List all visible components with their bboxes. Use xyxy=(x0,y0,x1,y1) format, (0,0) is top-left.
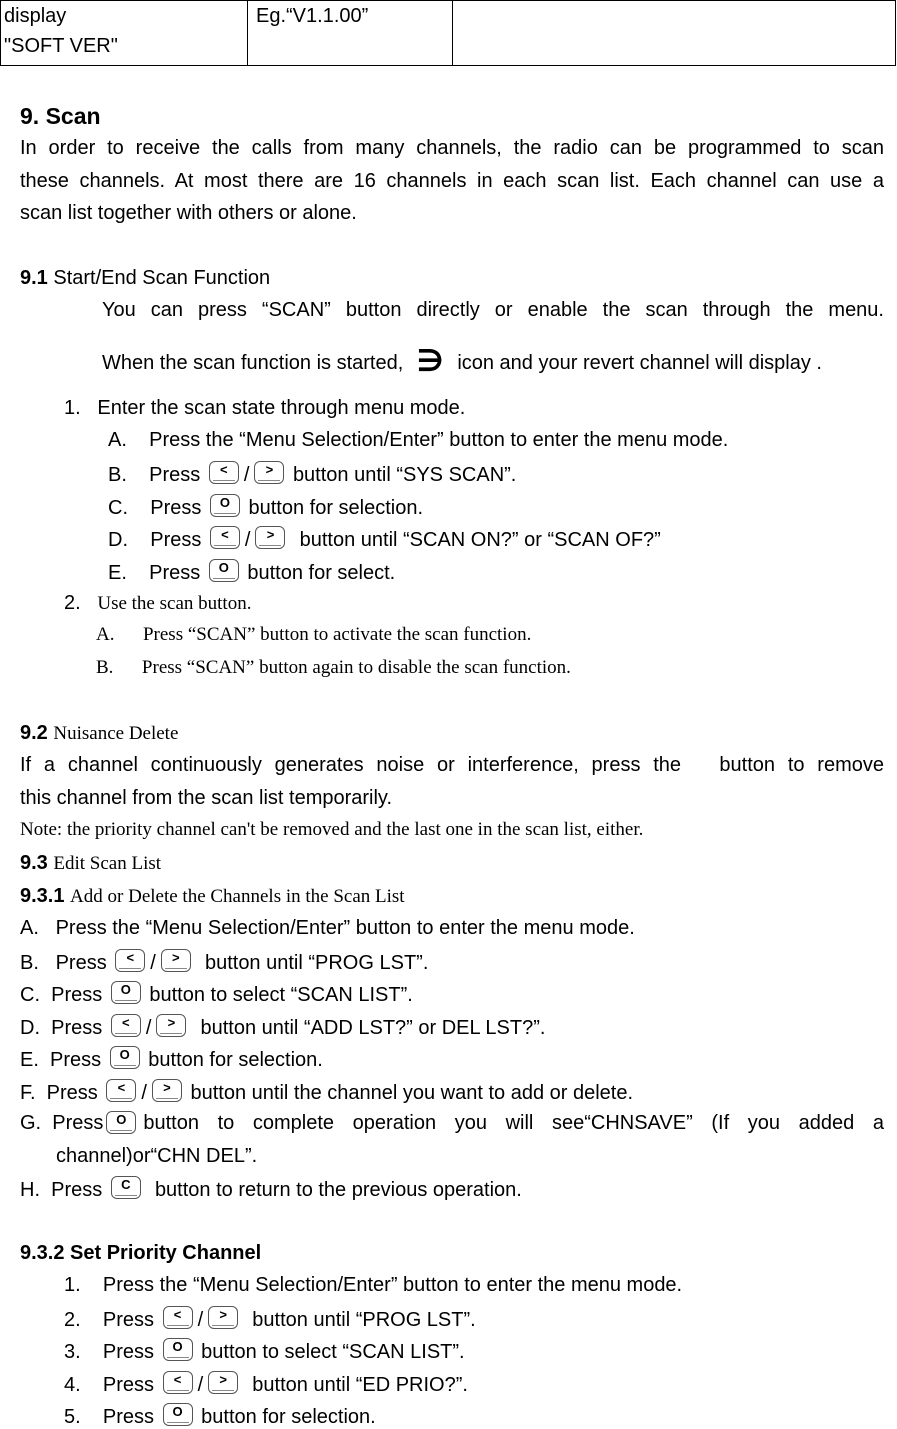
section-heading-9-2 xyxy=(20,721,178,746)
right-arrow-key-icon: > xyxy=(254,461,284,484)
list-item: 1. Press the “Menu Selection/Enter” button to enter the menu mode. xyxy=(64,1274,683,1296)
text-span: button to select “SCAN LIST”. xyxy=(149,984,413,1006)
list-item: 4. Press < / > button until “ED PRIO?”. xyxy=(64,1372,468,1396)
text-span: button for select. xyxy=(247,562,396,584)
paragraph-line: this channel from the scan list temporarily. xyxy=(20,787,393,809)
cell-line: "SOFT VER" xyxy=(4,35,118,57)
clear-key-icon: C xyxy=(111,1176,141,1199)
list-item: D. Press < / > button until “ADD LST?” or DEL LST?”. xyxy=(20,1015,546,1039)
text-span: button to return to the previous operation. xyxy=(154,1179,522,1201)
list-item xyxy=(108,494,423,520)
ok-key-icon: O xyxy=(106,1111,136,1134)
list-item: A. Press “SCAN” button to activate the scan function. xyxy=(96,624,532,645)
section-number: 9.3 xyxy=(20,852,48,874)
section-heading-9-1 xyxy=(20,266,270,290)
list-item xyxy=(108,559,395,585)
scan-icon: ∋ xyxy=(416,345,444,378)
paragraph-line: scan list together with others or alone. xyxy=(20,202,357,224)
paragraph-line xyxy=(102,345,822,378)
list-item: B. Press “SCAN” button again to disable the scan function. xyxy=(96,657,571,678)
text-span: button until “SCAN ON?” or “SCAN OF?” xyxy=(299,529,661,551)
right-arrow-key-icon: > xyxy=(152,1079,182,1102)
section-heading-9-3 xyxy=(20,851,161,876)
text-span: icon and your revert channel will display . xyxy=(457,352,822,374)
left-arrow-key-icon: < xyxy=(210,526,240,549)
note-text: Note: the priority channel can't be removed and the last one in the scan list, either. xyxy=(20,819,644,840)
text-span: button until the channel you want to add or delete. xyxy=(190,1082,634,1104)
cell-line: display xyxy=(4,5,67,27)
ok-key-icon: O xyxy=(210,494,240,517)
table-cell: Eg.“V1.1.00” xyxy=(248,1,453,66)
list-item xyxy=(64,591,251,616)
text-span: button for selection. xyxy=(248,497,424,519)
text-span: button until “ADD LST?” or DEL LST?”. xyxy=(200,1017,546,1039)
left-arrow-key-icon: < xyxy=(111,1014,141,1037)
list-item xyxy=(64,1338,465,1364)
left-arrow-key-icon: < xyxy=(115,949,145,972)
text-span: When the scan function is started, xyxy=(102,352,404,374)
section-title: Edit Scan List xyxy=(53,853,162,874)
left-arrow-key-icon: < xyxy=(209,461,239,484)
section-heading-9-3-1 xyxy=(20,884,405,909)
ok-key-icon: O xyxy=(111,981,141,1004)
ok-key-icon: O xyxy=(110,1046,140,1069)
table-row xyxy=(1,1,896,66)
list-item xyxy=(64,1403,376,1429)
text-span: H. Press xyxy=(20,1179,103,1201)
list-item: F. Press < / > button until the channel you want to add or delete. xyxy=(20,1080,634,1104)
text-span: D. Press xyxy=(108,529,202,551)
left-arrow-key-icon: < xyxy=(163,1306,193,1329)
text-span: D. Press xyxy=(20,1017,103,1039)
table-cell xyxy=(1,1,248,66)
section-heading-9: 9. Scan xyxy=(20,103,101,129)
text-span: B. Press xyxy=(20,952,107,974)
paragraph-line: these channels. At most there are 16 channels in each scan list. Each channel can use a xyxy=(20,170,884,192)
spec-table xyxy=(0,0,896,66)
text-span: button for selection. xyxy=(201,1406,376,1428)
list-item xyxy=(20,1176,522,1202)
text-span: button to complete operation you will see“CHNSAVE” (If you added a xyxy=(143,1112,884,1134)
list-number: 2. xyxy=(64,592,81,614)
section-title: Nuisance Delete xyxy=(53,723,179,744)
section-number: 9.2 xyxy=(20,722,48,744)
text-span: C. Press xyxy=(20,984,103,1006)
text-span: C. Press xyxy=(108,497,202,519)
list-item xyxy=(20,981,413,1007)
list-item: A. Press the “Menu Selection/Enter” button to enter the menu mode. xyxy=(108,429,729,451)
right-arrow-key-icon: > xyxy=(255,526,285,549)
text-span: B. Press xyxy=(108,464,201,486)
paragraph-line: You can press “SCAN” button directly or enable the scan through the menu. xyxy=(102,299,884,321)
ok-key-icon: O xyxy=(163,1403,193,1426)
ok-key-icon: O xyxy=(209,559,239,582)
text-span: 4. Press xyxy=(64,1374,155,1396)
list-item: A. Press the “Menu Selection/Enter” button to enter the menu mode. xyxy=(20,917,635,939)
table-cell xyxy=(453,1,896,66)
list-item-continuation: channel)or“CHN DEL”. xyxy=(56,1145,258,1167)
text-span: 2. Press xyxy=(64,1309,155,1331)
paragraph-line: If a channel continuously generates noise or interference, press the button to remove xyxy=(20,754,884,776)
paragraph-line: In order to receive the calls from many channels, the radio can be programmed to scan xyxy=(20,137,884,159)
right-arrow-key-icon: > xyxy=(208,1371,238,1394)
list-item: 2. Press < / > button until “PROG LST”. xyxy=(64,1307,476,1331)
text-span: F. Press xyxy=(20,1082,98,1104)
ok-key-icon: O xyxy=(163,1338,193,1361)
list-item xyxy=(20,1111,884,1135)
text-span: E. Press xyxy=(20,1049,102,1071)
text-span: button until “ED PRIO?”. xyxy=(252,1374,468,1396)
text-span: Use the scan button. xyxy=(97,593,252,614)
list-item: D. Press < / > button until “SCAN ON?” or “SCAN OF?” xyxy=(108,527,661,551)
right-arrow-key-icon: > xyxy=(156,1014,186,1037)
section-number: 9.3.1 xyxy=(20,885,65,907)
text-span: button until “PROG LST”. xyxy=(204,952,429,974)
list-item: 1. Enter the scan state through menu mode. xyxy=(64,397,466,419)
text-span: button until “PROG LST”. xyxy=(252,1309,476,1331)
text-span: E. Press xyxy=(108,562,201,584)
right-arrow-key-icon: > xyxy=(161,949,191,972)
text-span: button to select “SCAN LIST”. xyxy=(201,1341,465,1363)
text-span: button for selection. xyxy=(148,1049,323,1071)
section-title: Start/End Scan Function xyxy=(53,267,271,289)
left-arrow-key-icon: < xyxy=(106,1079,136,1102)
text-span: 3. Press xyxy=(64,1341,155,1363)
section-title: Add or Delete the Channels in the Scan List xyxy=(70,886,405,907)
list-item: B. Press < / > button until “SYS SCAN”. xyxy=(108,462,517,486)
left-arrow-key-icon: < xyxy=(163,1371,193,1394)
text-span: button until “SYS SCAN”. xyxy=(292,464,517,486)
list-item: B. Press < / > button until “PROG LST”. xyxy=(20,950,429,974)
text-span: 5. Press xyxy=(64,1406,155,1428)
text-span: G. Press xyxy=(20,1112,104,1134)
section-number: 9.1 xyxy=(20,267,48,289)
list-item xyxy=(20,1046,323,1072)
right-arrow-key-icon: > xyxy=(208,1306,238,1329)
section-heading-9-3-2: 9.3.2 Set Priority Channel xyxy=(20,1242,262,1264)
